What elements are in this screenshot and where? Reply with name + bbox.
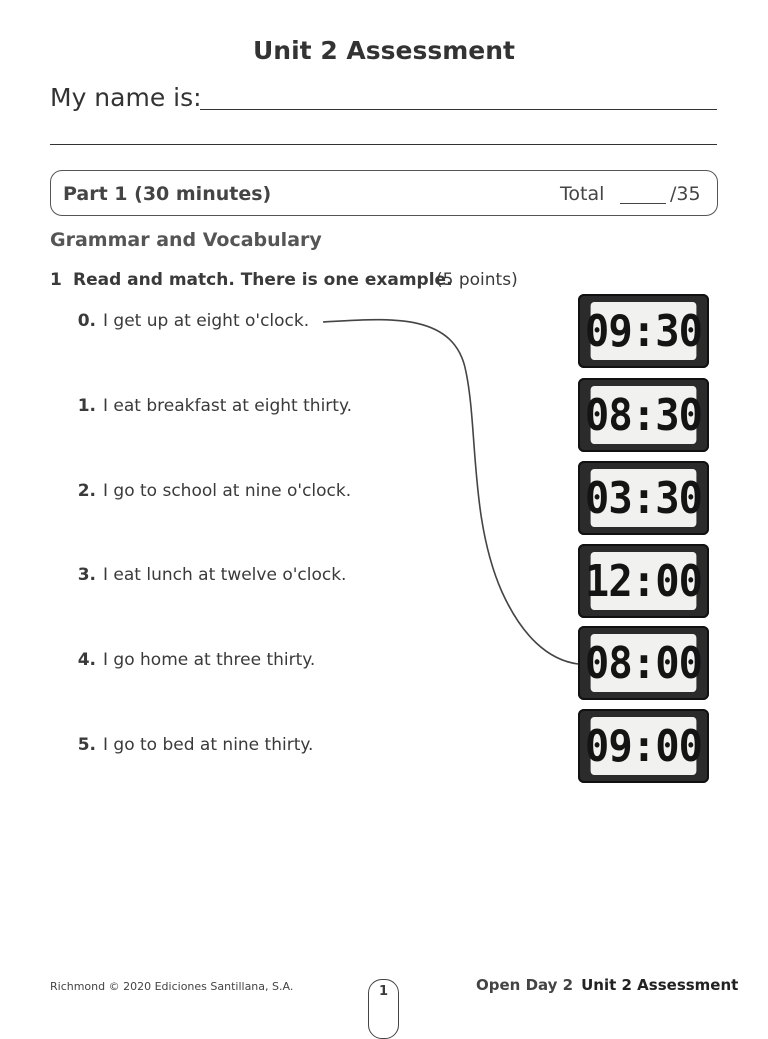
digital-clock[interactable] — [578, 378, 709, 452]
digital-clock[interactable] — [578, 461, 709, 535]
task-number: 1 — [50, 270, 62, 290]
digital-clock[interactable] — [578, 626, 709, 700]
item-number: 5. — [77, 735, 96, 755]
unit-title: Unit 2 Assessment — [581, 976, 739, 994]
item-sentence[interactable]: I go home at three thirty. — [103, 650, 316, 670]
clock-time: 09:30 — [591, 302, 697, 360]
digital-clock[interactable] — [578, 709, 709, 783]
part-label: Part 1 (30 minutes) — [63, 183, 272, 205]
task-instruction: Read and match. There is one example. — [73, 270, 453, 290]
footer-title — [476, 976, 738, 994]
page-number: 1 — [378, 984, 389, 999]
item-number: 4. — [77, 650, 96, 670]
total-label: Total — [560, 183, 605, 205]
book-title: Open Day 2 — [476, 976, 574, 994]
name-answer-line-2[interactable] — [50, 144, 717, 145]
clock-time: 09:00 — [591, 717, 697, 775]
section-title: Grammar and Vocabulary — [50, 229, 322, 251]
item-number: 2. — [77, 481, 96, 501]
total-max: /35 — [670, 183, 701, 205]
match-line-path — [323, 320, 578, 664]
total-score-blank[interactable] — [620, 203, 666, 204]
digital-clock[interactable] — [578, 544, 709, 618]
clock-time: 03:30 — [591, 469, 697, 527]
name-label: My name is: — [50, 83, 202, 112]
page-title: Unit 2 Assessment — [253, 36, 515, 65]
item-number: 3. — [77, 565, 96, 585]
item-sentence[interactable]: I eat lunch at twelve o'clock. — [103, 565, 347, 585]
digital-clock[interactable] — [578, 294, 709, 368]
name-answer-line[interactable] — [200, 109, 717, 110]
item-sentence[interactable]: I go to school at nine o'clock. — [103, 481, 352, 501]
item-sentence[interactable]: I eat breakfast at eight thirty. — [103, 396, 352, 416]
clock-time: 08:30 — [591, 386, 697, 444]
item-number: 1. — [77, 396, 96, 416]
item-sentence: I get up at eight o'clock. — [103, 311, 310, 331]
task-points: (5 points) — [436, 270, 518, 290]
clock-time: 08:00 — [591, 634, 697, 692]
copyright-notice: Richmond © 2020 Ediciones Santillana, S.A. — [50, 980, 294, 993]
item-number: 0. — [77, 311, 96, 331]
clock-time: 12:00 — [591, 552, 697, 610]
item-sentence[interactable]: I go to bed at nine thirty. — [103, 735, 314, 755]
